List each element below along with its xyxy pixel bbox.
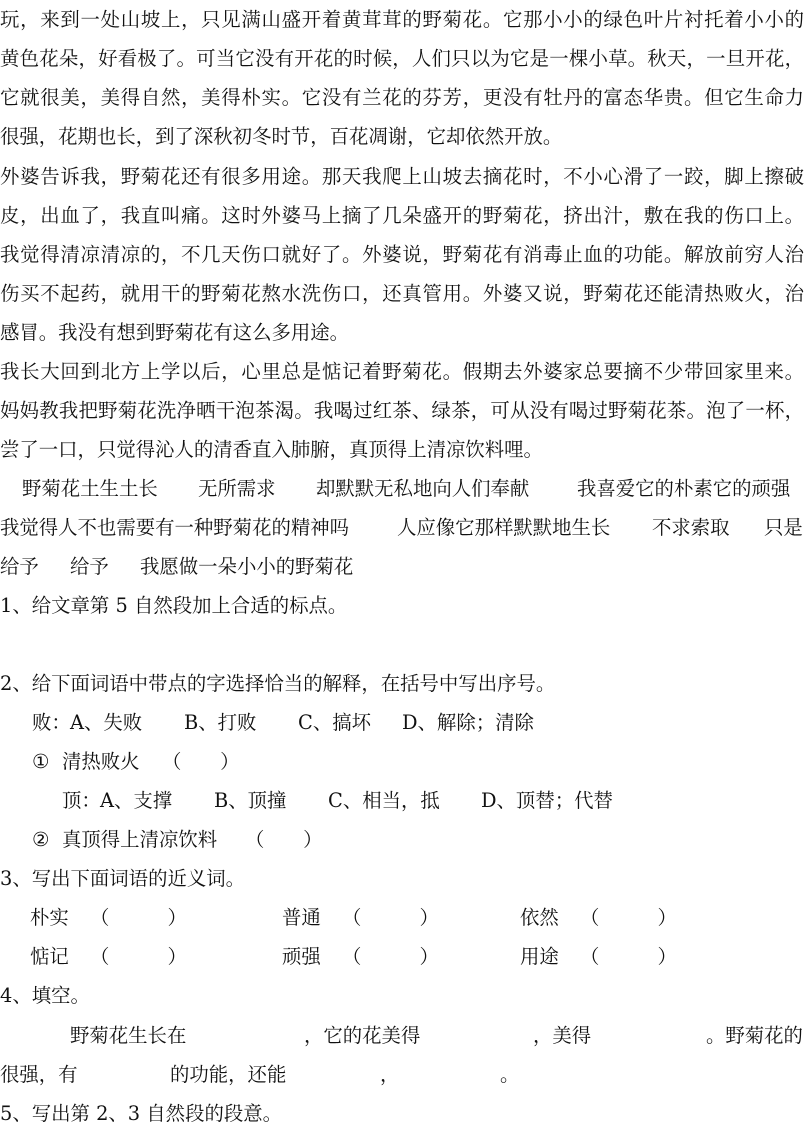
- question-2-title: 2、给下面词语中带点的字选择恰当的解释，在括号中写出序号。: [0, 672, 556, 695]
- q4-text: ，美得: [533, 1024, 592, 1047]
- q4-text: 。: [500, 1063, 520, 1086]
- p5-phrase: 我觉得人不也需要有一种野菊花的精神吗: [0, 516, 350, 539]
- q4-text: 。野菊花的: [706, 1024, 803, 1047]
- q3-answer-blank[interactable]: （ ）: [342, 945, 439, 968]
- p5-phrase: 野菊花土生土长: [22, 477, 158, 500]
- passage-p1-line-3: 它就很美，美得自然，美得朴实。它没有兰花的芬芳，更没有牡丹的富态华贵。但它生命力: [0, 86, 804, 109]
- q3-word: 普通: [282, 906, 321, 929]
- passage-p1-line-4: 很强，花期也长，到了深秋初冬时节，百花凋谢，它却依然开放。: [0, 125, 563, 148]
- passage-p1-line-1: 玩，来到一处山坡上，只见满山盛开着黄茸茸的野菊花。它那小小的绿色叶片衬托着小小的: [0, 8, 804, 31]
- q2-item-1-number: ①: [32, 750, 50, 773]
- p5-phrase: 只是: [764, 516, 803, 539]
- q2-option: D、顶替；代替: [481, 789, 613, 812]
- p5-phrase: 给予: [0, 555, 39, 578]
- q4-line-1: [0, 1016, 804, 1055]
- q2-option: D、解除；清除: [402, 711, 534, 734]
- q3-word: 依然: [520, 906, 559, 929]
- q4-text: 野菊花生长在: [70, 1024, 187, 1047]
- q2-bai-label: 败：: [32, 711, 71, 734]
- q2-option: A、支撑: [100, 789, 173, 812]
- q2-option: C、搞坏: [298, 711, 372, 734]
- p5-phrase: 无所需求: [198, 477, 276, 500]
- question-5: 5、写出第 2、3 自然段的段意。: [0, 1102, 283, 1125]
- q2-bai-options-row: [0, 703, 804, 742]
- passage-p5-line-3: [0, 547, 804, 586]
- p5-phrase: 人应像它那样默默地生长: [397, 516, 611, 539]
- q3-answer-blank[interactable]: （ ）: [90, 906, 187, 929]
- q3-answer-blank[interactable]: （ ）: [90, 945, 187, 968]
- q2-item-1-row: [0, 742, 804, 781]
- q4-text: 的功能，还能: [170, 1063, 287, 1086]
- p5-phrase: 我愿做一朵小小的野菊花: [140, 555, 354, 578]
- q3-word: 惦记: [30, 945, 69, 968]
- passage-p3-line-3: 尝了一口，只觉得沁人的清香直入肺腑，真顶得上清凉饮料哩。: [0, 438, 543, 461]
- q2-item-2-row: [0, 820, 804, 859]
- q3-word: 朴实: [30, 906, 69, 929]
- q3-answer-blank[interactable]: （ ）: [342, 906, 439, 929]
- passage-p2-line-3: 我觉得清凉清凉的，不几天伤口就好了。外婆说，野菊花有消毒止血的功能。解放前穷人治: [0, 243, 804, 266]
- p5-phrase: 给予: [70, 555, 109, 578]
- p5-phrase: 不求索取: [652, 516, 730, 539]
- q3-answer-blank[interactable]: （ ）: [580, 906, 677, 929]
- q3-row-1: [0, 898, 804, 937]
- passage-p2-line-1: 外婆告诉我，野菊花还有很多用途。那天我爬上山坡去摘花时，不小心滑了一跤，脚上擦破: [0, 165, 804, 188]
- question-1: 1、给文章第 5 自然段加上合适的标点。: [0, 594, 348, 617]
- p5-phrase: 却默默无私地向人们奉献: [316, 477, 530, 500]
- q2-item-2-word: 真顶得上清凉饮料: [62, 828, 218, 851]
- q2-item-2-answer-blank[interactable]: （ ）: [245, 828, 323, 851]
- q3-word: 用途: [520, 945, 559, 968]
- q2-option: A、失败: [70, 711, 143, 734]
- passage-p2-line-5: 感冒。我没有想到野菊花有这么多用途。: [0, 321, 350, 344]
- q2-item-1-answer-blank[interactable]: （ ）: [162, 750, 240, 773]
- passage-p3-line-2: 妈妈教我把野菊花洗净晒干泡茶渴。我喝过红茶、绿茶，可从没有喝过野菊花茶。泡了一杯，: [0, 399, 804, 422]
- q4-text: 很强，有: [0, 1063, 78, 1086]
- q2-option: C、相当，抵: [328, 789, 440, 812]
- q2-option: B、打败: [184, 711, 257, 734]
- question-4-title: 4、填空。: [0, 984, 90, 1007]
- q2-ding-label: 顶：: [62, 789, 101, 812]
- p5-phrase: 我喜爱它的朴素它的顽强: [577, 477, 791, 500]
- question-3-title: 3、写出下面词语的近义词。: [0, 867, 246, 890]
- q2-item-1-word: 清热败火: [62, 750, 140, 773]
- passage-p2-line-4: 伤买不起药，就用干的野菊花熬水洗伤口，还真管用。外婆又说，野菊花还能清热败火，治: [0, 282, 804, 305]
- q3-row-2: [0, 937, 804, 976]
- q4-line-2: [0, 1055, 804, 1094]
- passage-p5-line-1: [0, 469, 804, 508]
- q4-text: ，: [380, 1063, 400, 1086]
- q2-option: B、顶撞: [214, 789, 287, 812]
- q4-text: ，它的花美得: [304, 1024, 421, 1047]
- passage-p1-line-2: 黄色花朵，好看极了。可当它没有开花的时候，人们只以为它是一棵小草。秋天，一旦开花，: [0, 47, 804, 70]
- q2-ding-options-row: [0, 781, 804, 820]
- passage-p5-line-2: [0, 508, 804, 547]
- passage-p3-line-1: 我长大回到北方上学以后，心里总是惦记着野菊花。假期去外婆家总要摘不少带回家里来。: [0, 360, 804, 383]
- q2-item-2-number: ②: [32, 828, 50, 851]
- q3-word: 顽强: [282, 945, 321, 968]
- passage-p2-line-2: 皮，出血了，我直叫痛。这时外婆马上摘了几朵盛开的野菊花，挤出汁，敷在我的伤口上。: [0, 204, 804, 227]
- q3-answer-blank[interactable]: （ ）: [580, 945, 677, 968]
